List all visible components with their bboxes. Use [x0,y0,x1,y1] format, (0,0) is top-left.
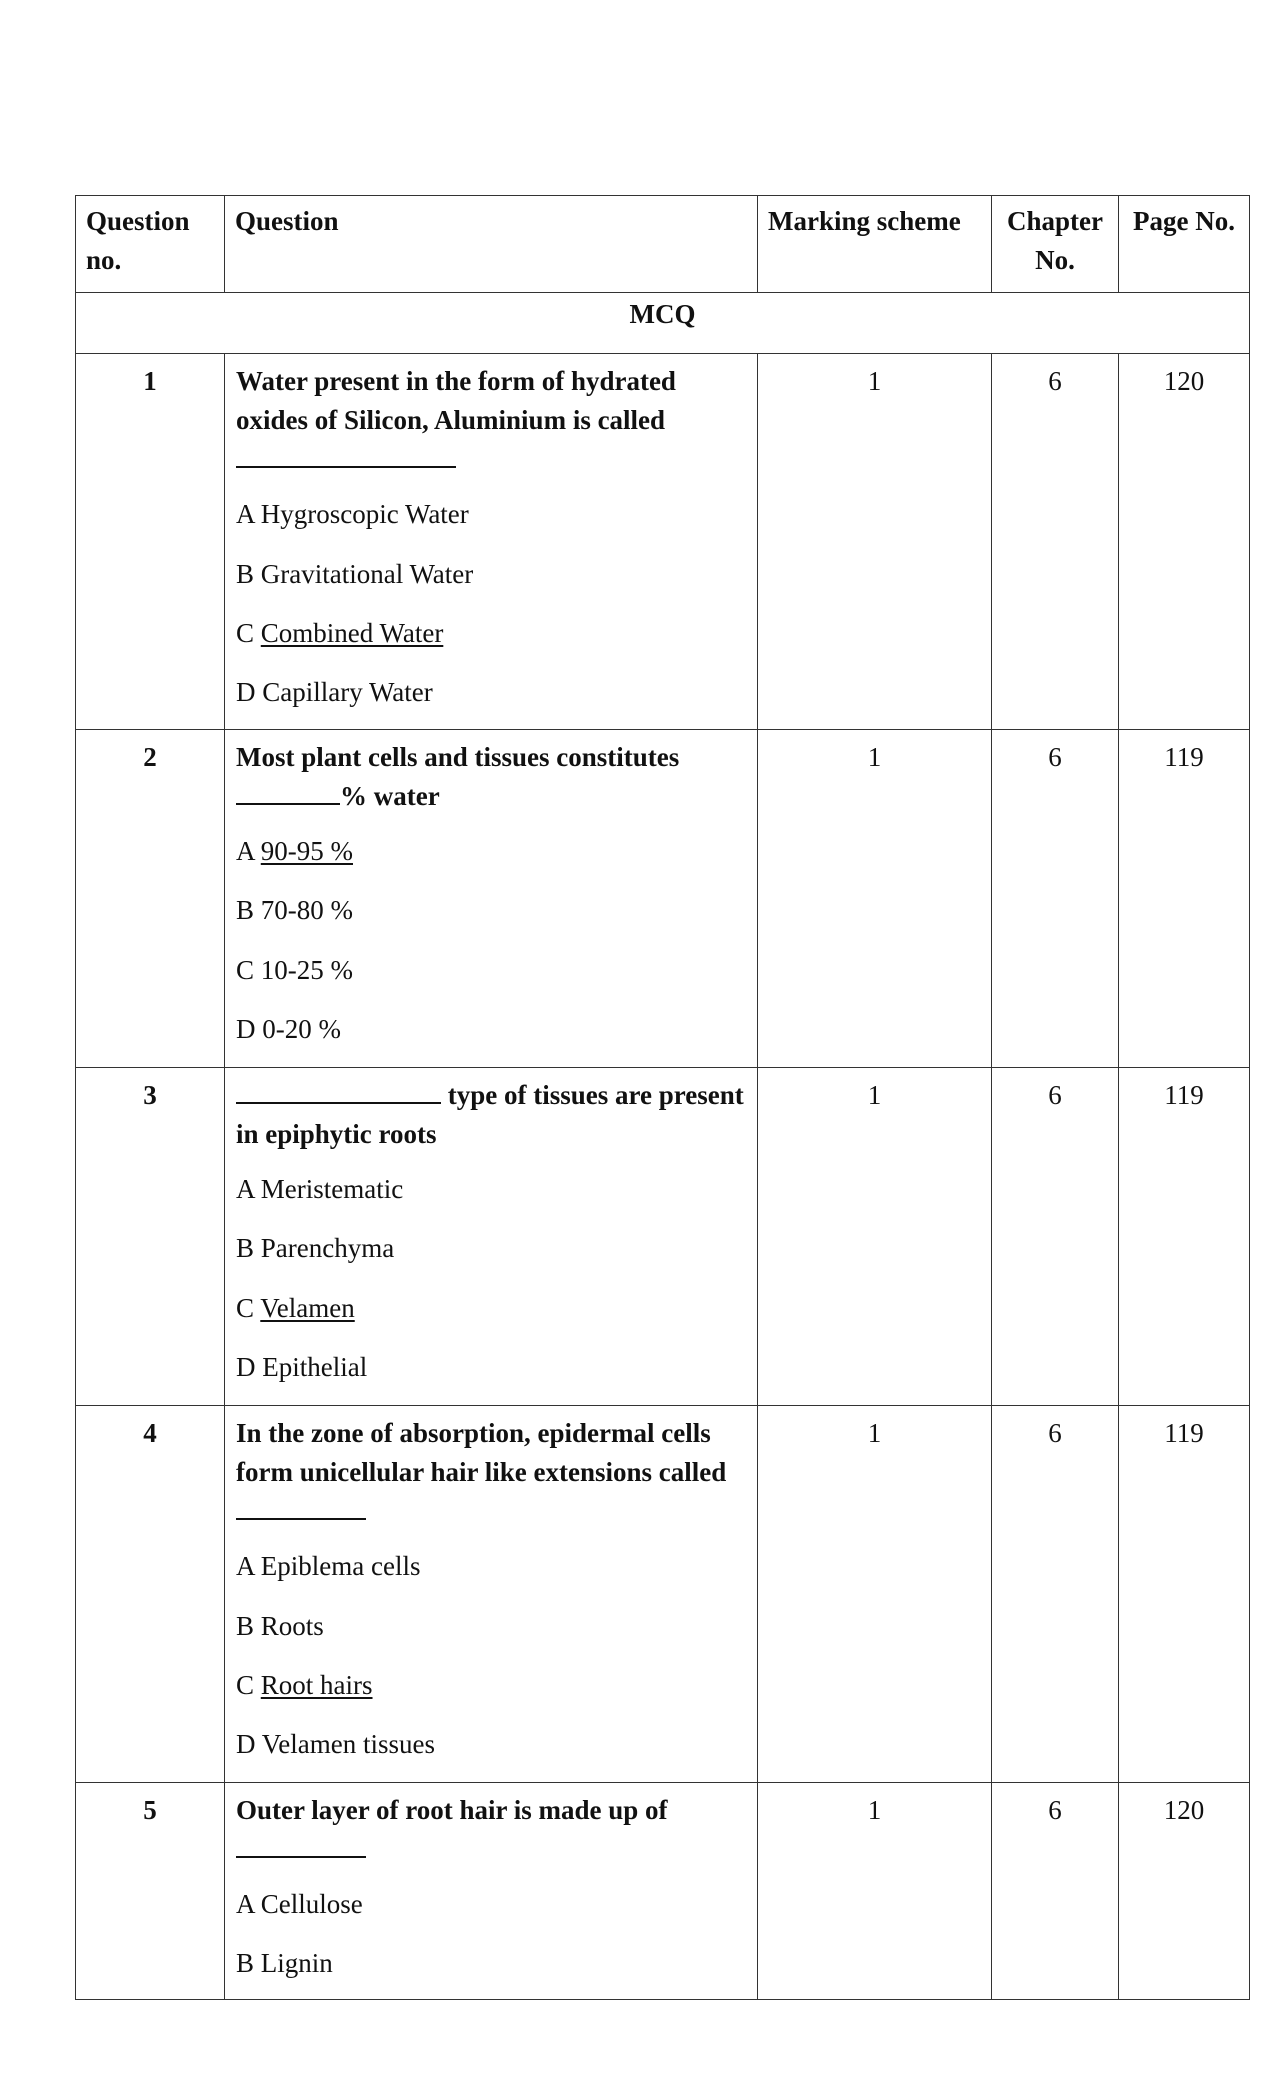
header-page-no: Page No. [1119,196,1250,293]
option-d: D Velamen tissues [236,1728,435,1759]
option-b: B Parenchyma [236,1233,395,1264]
chapter-no-value: 6 [992,1783,1119,2000]
option-a: A 90-95 % [236,836,353,867]
question-table [75,195,1250,2000]
header-question-no: Question no. [76,196,225,293]
question-stem: In the zone of absorption, epidermal cells form unicellular hair like extensions called [236,1414,747,1531]
page-no-value: 120 [1119,1783,1250,2000]
option-a: A Cellulose [236,1889,363,1920]
marking-scheme-value: 1 [758,730,992,1068]
question-number: 1 [76,354,225,730]
answer-blank [236,1836,366,1858]
question-stem: Most plant cells and tissues constitutes % water [236,742,680,812]
answer-blank [236,1082,441,1104]
question-row [76,1406,1250,1783]
correct-answer: Velamen [260,1292,355,1323]
option-c: C Root hairs [236,1669,373,1700]
option-d: D Epithelial [236,1351,368,1382]
page-no-value: 120 [1119,354,1250,730]
answer-blank [236,446,456,468]
question-number: 2 [76,730,225,1068]
option-d: D 0-20 % [236,1013,341,1044]
option-b: B 70-80 % [236,895,353,926]
marking-scheme-value: 1 [758,1406,992,1783]
chapter-no-value: 6 [992,730,1119,1068]
chapter-no-value: 6 [992,1406,1119,1783]
correct-answer: Root hairs [260,1669,373,1700]
option-c: C 10-25 % [236,954,353,985]
option-b: B Lignin [236,1948,333,1979]
question-cell [225,730,758,1068]
question-stem: type of tissues are present in epiphytic roots [236,1080,744,1150]
question-number: 4 [76,1406,225,1783]
question-cell [225,1068,758,1406]
option-c: C Combined Water [236,617,444,648]
answer-blank [236,1498,366,1520]
question-row [76,354,1250,730]
marking-scheme-value: 1 [758,1068,992,1406]
question-row [76,730,1250,1068]
page-no-value: 119 [1119,1406,1250,1783]
option-c: C Velamen [236,1292,355,1323]
header-chapter-no: Chapter No. [992,196,1119,293]
correct-answer: 90-95 % [260,836,353,867]
question-cell [225,354,758,730]
question-number: 3 [76,1068,225,1406]
header-question: Question [225,196,758,293]
header-row [76,196,1250,293]
marking-scheme-value: 1 [758,1783,992,2000]
header-marking-scheme: Marking scheme [758,196,992,293]
question-row [76,1783,1250,2000]
question-cell [225,1406,758,1783]
option-a: A Meristematic [236,1174,404,1205]
section-row [76,293,1250,354]
question-stem: Water present in the form of hydrated oxides of Silicon, Aluminium is called [236,362,747,479]
question-number: 5 [76,1783,225,2000]
option-b: B Gravitational Water [236,558,474,589]
option-a: A Hygroscopic Water [236,499,469,530]
option-b: B Roots [236,1610,324,1641]
option-d: D Capillary Water [236,676,433,707]
question-stem: Outer layer of root hair is made up of [236,1791,747,1869]
marking-scheme-value: 1 [758,354,992,730]
correct-answer: Combined Water [260,617,444,648]
question-row [76,1068,1250,1406]
section-title: MCQ [76,293,1250,354]
page-no-value: 119 [1119,1068,1250,1406]
chapter-no-value: 6 [992,354,1119,730]
page-no-value: 119 [1119,730,1250,1068]
option-a: A Epiblema cells [236,1551,421,1582]
question-cell [225,1783,758,2000]
answer-blank [236,783,340,805]
chapter-no-value: 6 [992,1068,1119,1406]
